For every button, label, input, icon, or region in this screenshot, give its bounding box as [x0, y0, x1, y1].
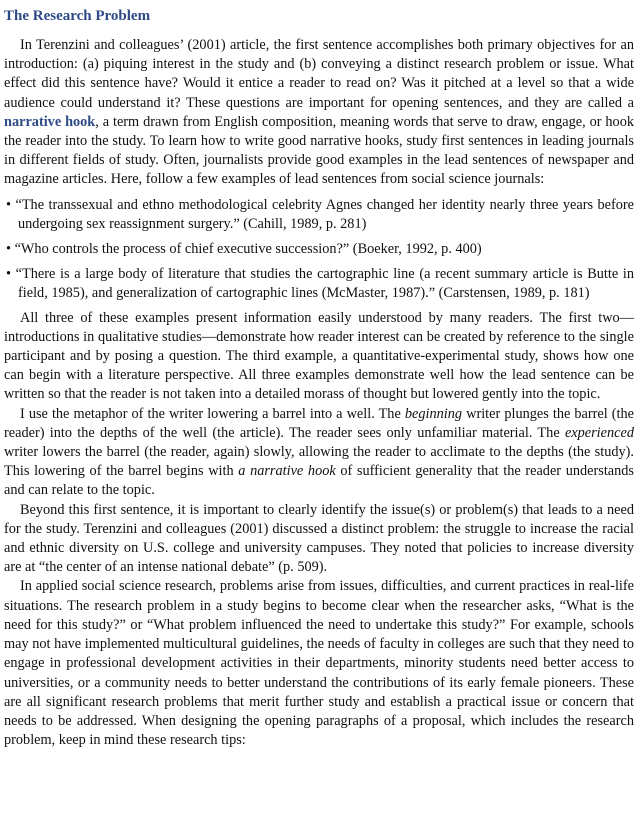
narrative-hook-term: narrative hook [4, 113, 96, 130]
lead-sentence-example: • “Who controls the process of chief executive succession?” (Boeker, 1992, p. 400) [6, 241, 482, 258]
lead-sentence-example: • “The transsexual and ethno methodological celebrity Agnes changed her identity nearly three years before undergoing sex reassignment surgery.” (Cahill, 1989, p. 281) [6, 196, 634, 232]
paragraph-identify-problem: Beyond this first sentence, it is important to clearly identify the issue(s) or problem(s) that leads to a need for the study. Terenzini and colleagues (2001) discussed a distinct problem: the struggle to increase the racial and ethnic diversity on U.S. college and university campuses. They noted that policies to increase diversity are at “the center of an intense national debate” (p. 509). [4, 501, 634, 576]
metaphor-text: writer plunges the barrel (the reader) into the depths of the well (the article). The reader sees only unfamiliar material. The [4, 405, 634, 441]
metaphor-text: of sufficient generality that the reader understands and can relate to the topic. [4, 463, 634, 499]
emphasis-narrative-hook: a narrative hook [238, 463, 336, 480]
lead-sentence-example: • “There is a large body of literature that studies the cartographic line (a recent summary article is Butte in field, 1985), and generalization of cartographic lines (McMaster, 1987).” (Carstensen, 1989, p. 181) [6, 266, 634, 302]
metaphor-text: I use the metaphor of the writer lowering a barrel into a well. The [20, 405, 405, 422]
intro-text-before: In Terenzini and colleagues’ (2001) article, the first sentence accomplishes both primary objectives for an introduction: (a) piquing interest in the study and (b) conveying a distinct research problem or issue. What effect did this sentence have? Would it entice a reader to read on? Was it pitched at a level so that a wide audience could understand it? These questions are important for opening sentences, and they are called a [4, 37, 634, 111]
section-heading: The Research Problem [4, 8, 151, 24]
intro-text-after: , a term drawn from English composition, meaning words that serve to draw, engage, or hook the reader into the study. To learn how to write good narrative hooks, study first sentences in leading journals in different fields of study. Often, journalists provide good examples in the lead sentences of newspaper and magazine articles. Here, follow a few examples of lead sentences from social science journals: [4, 113, 634, 188]
paragraph-applied-research: In applied social science research, problems arise from issues, difficulties, and current practices in real-life situations. The research problem in a study begins to become clear when the researcher asks, “What is the need for this study?” or “What problem influenced the need to undertake this study?” For example, schools may not have implemented multicultural guidelines, the needs of faculty in colleges are such that they need to engage in professional development activities in their departments, minority students need better access to universities, or a community needs to better understand the contributions of its early female pioneers. These are all significant research problems that merit further study and establish a practical issue or concern that needs to be addressed. When designing the opening paragraphs of a proposal, which includes the research problem, keep in mind these research tips: [4, 578, 634, 749]
paragraph-intro [4, 36, 634, 190]
emphasis-experienced: experienced [564, 424, 634, 441]
emphasis-beginning: beginning [404, 405, 463, 422]
metaphor-text: writer lowers the barrel (the reader, again) slowly, allowing the reader to acclimate to the depths (the study). This lowering of the barrel begins with [4, 444, 634, 480]
paragraph-barrel-metaphor [4, 405, 634, 501]
paragraph-examples-analysis: All three of these examples present information easily understood by many readers. The first two—introductions in qualitative studies—demonstrate how reader interest can be created by reference to the single participant and by posing a question. The third example, a quantitative-experimental study, shows how one can begin with a literature perspective. All three examples demonstrate well how the lead sentence can be written so that the reader is not taken into a detailed morass of thought but lowered gently into the topic. [4, 309, 634, 403]
